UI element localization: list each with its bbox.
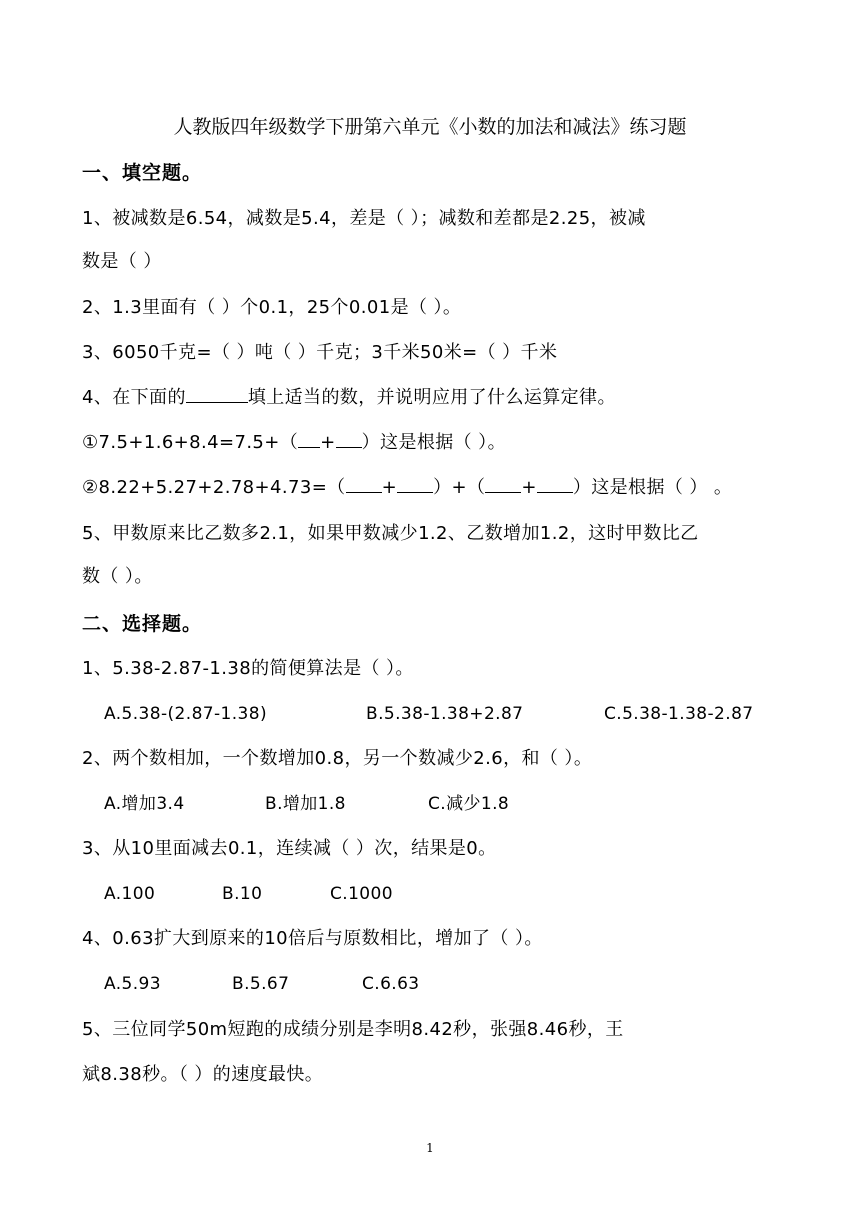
fill-q4b-suffix: ）这是根据（ ） 。 [572, 477, 733, 498]
fill-q2: 2、1.3里面有（ ）个0.1，25个0.01是（ ）。 [82, 297, 462, 318]
fill-q4-prefix: 4、在下面的 [82, 387, 186, 408]
fill-q4a [82, 429, 506, 457]
fill-q5-line2: 数（ ）。 [82, 566, 153, 587]
option-c: C.6.63 [362, 974, 420, 994]
option-c: C.1000 [330, 884, 393, 904]
answer-blank [346, 474, 382, 493]
fill-q3: 3、6050千克=（ ）吨（ ）千克；3千米50米=（ ）千米 [82, 342, 558, 363]
answer-blank [397, 474, 433, 493]
option-b: B.10 [222, 884, 263, 904]
option-a: A.100 [104, 884, 156, 904]
option-a: A.5.38-(2.87-1.38) [104, 704, 268, 724]
plus-sign: + [521, 477, 537, 498]
fill-q4a-prefix: ①7.5+1.6+8.4=7.5+（ [82, 432, 299, 453]
section1-heading: 一、填空题。 [82, 162, 203, 184]
fill-q1-line2: 数是（ ） [82, 251, 162, 272]
choice-q1-options [104, 700, 754, 728]
option-b: B.5.38-1.38+2.87 [366, 704, 524, 724]
fill-q4a-suffix: ）这是根据（ ）。 [361, 432, 506, 453]
answer-blank [537, 474, 573, 493]
answer-blank [298, 429, 320, 448]
fill-q4 [82, 384, 616, 412]
plus-sign: + [320, 432, 336, 453]
choice-q1: 1、5.38-2.87-1.38的简便算法是（ ）。 [82, 658, 414, 679]
option-a: A.增加3.4 [104, 794, 185, 814]
choice-q2-options [104, 790, 509, 818]
choice-q3: 3、从10里面减去0.1，连续减（ ）次，结果是0。 [82, 838, 497, 859]
choice-q5-line2: 斌8.38秒。（ ）的速度最快。 [82, 1064, 324, 1085]
page-number: 1 [426, 1141, 434, 1155]
option-b: B.5.67 [232, 974, 290, 994]
answer-blank [336, 429, 362, 448]
answer-blank [485, 474, 521, 493]
choice-q4-options [104, 970, 420, 998]
option-c: C.减少1.8 [428, 794, 510, 814]
plus-sign: + [381, 477, 398, 498]
choice-q4: 4、0.63扩大到原来的10倍后与原数相比，增加了（ ）。 [82, 928, 543, 949]
fill-q4-suffix: 填上适当的数，并说明应用了什么运算定律。 [247, 387, 616, 408]
option-a: A.5.93 [104, 974, 161, 994]
choice-q2: 2、两个数相加，一个数增加0.8，另一个数减少2.6，和（ ）。 [82, 748, 593, 769]
document-title: 人教版四年级数学下册第六单元《小数的加法和减法》练习题 [173, 116, 687, 138]
option-b: B.增加1.8 [265, 794, 346, 814]
fill-q5-line1: 5、甲数原来比乙数多2.1，如果甲数减少1.2、乙数增加1.2，这时甲数比乙 [82, 523, 699, 544]
section2-heading: 二、选择题。 [82, 613, 203, 635]
choice-q5-line1: 5、三位同学50m短跑的成绩分别是李明8.42秒，张强8.46秒，王 [82, 1019, 624, 1040]
choice-q3-options [104, 880, 393, 908]
fill-q4b-prefix: ②8.22+5.27+2.78+4.73=（ [82, 477, 346, 498]
answer-blank [186, 384, 248, 403]
fill-q4b-mid: ）+（ [433, 477, 486, 498]
option-c: C.5.38-1.38-2.87 [604, 704, 754, 724]
fill-q4b [82, 474, 732, 502]
fill-q1-line1: 1、被减数是6.54，减数是5.4，差是（ ）；减数和差都是2.25，被减 [82, 208, 646, 229]
